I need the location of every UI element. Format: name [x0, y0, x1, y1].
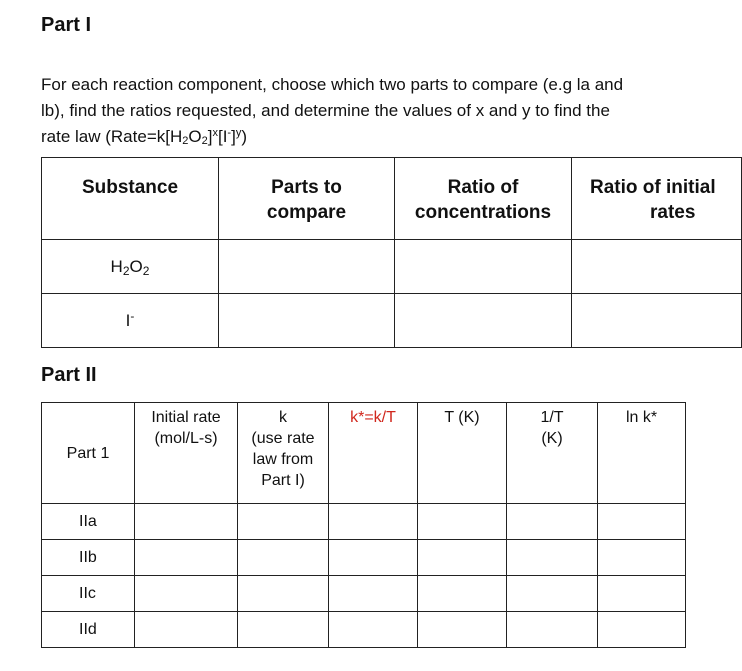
table-cell[interactable]: [238, 576, 329, 612]
table-cell[interactable]: [507, 576, 598, 612]
row-label: IIb: [42, 540, 135, 576]
ratio-conc-cell[interactable]: [395, 240, 572, 294]
inverse-temperature-header: 1/T (K): [507, 403, 598, 504]
table-cell[interactable]: [418, 576, 507, 612]
table-row: [42, 540, 686, 576]
table-cell[interactable]: [598, 540, 686, 576]
part1-instructions: For each reaction component, choose which two parts to compare (e.g la and lb), find the ratios requested, and determine the values of x and y to find the rate law $(Rate=k[H_2O_2]^x[I^-]^y)$: [41, 75, 624, 147]
parts-to-compare-header: Parts to compare: [219, 158, 395, 240]
part2-header-row: [42, 403, 686, 504]
table-cell[interactable]: [329, 576, 418, 612]
row-label: IIa: [42, 504, 135, 540]
table-cell[interactable]: [418, 540, 507, 576]
part1-heading: Part I: [41, 14, 92, 36]
table-cell[interactable]: [598, 612, 686, 648]
table-row: [42, 504, 686, 540]
table-cell[interactable]: [135, 504, 238, 540]
ratio-conc-cell[interactable]: [395, 294, 572, 348]
table-cell[interactable]: [238, 540, 329, 576]
table-cell[interactable]: [598, 576, 686, 612]
row-label: IId: [42, 612, 135, 648]
table-cell[interactable]: [329, 540, 418, 576]
part2-heading: Part II: [41, 364, 97, 386]
ratio-concentrations-header: Ratio of concentrations: [395, 158, 572, 240]
table-row: [42, 576, 686, 612]
table-cell[interactable]: [238, 612, 329, 648]
table-cell[interactable]: [507, 504, 598, 540]
table-cell[interactable]: [329, 504, 418, 540]
row-label: IIc: [42, 576, 135, 612]
part1-table: [41, 157, 742, 348]
part2-table: [41, 402, 686, 648]
k-star-header: k*=k/T: [329, 403, 418, 504]
table-cell[interactable]: [135, 540, 238, 576]
part1-header-row: [42, 158, 742, 240]
table-cell[interactable]: [329, 612, 418, 648]
table-cell[interactable]: [135, 612, 238, 648]
initial-rate-header: Initial rate (mol/L-s): [135, 403, 238, 504]
substance-h2o2: $H_2O_2$: [42, 240, 219, 294]
ratio-rates-cell[interactable]: [572, 240, 742, 294]
parts-cell[interactable]: [219, 240, 395, 294]
table-cell[interactable]: [507, 540, 598, 576]
part-header: Part 1: [42, 403, 135, 504]
ratio-rates-cell[interactable]: [572, 294, 742, 348]
substance-iodide: I-: [42, 294, 219, 348]
k-header: k (use rate law from Part I): [238, 403, 329, 504]
table-cell[interactable]: [507, 612, 598, 648]
table-cell[interactable]: [598, 504, 686, 540]
table-row-h2o2: [42, 240, 742, 294]
table-cell[interactable]: [135, 576, 238, 612]
substance-header: Substance: [42, 158, 219, 240]
table-row-iodide: [42, 294, 742, 348]
ln-k-star-header: ln k*: [598, 403, 686, 504]
table-cell[interactable]: [418, 504, 507, 540]
table-cell[interactable]: [418, 612, 507, 648]
table-cell[interactable]: [238, 504, 329, 540]
temperature-header: T (K): [418, 403, 507, 504]
table-row: [42, 612, 686, 648]
ratio-initial-rates-header: Ratio of initial rates: [572, 158, 742, 240]
parts-cell[interactable]: [219, 294, 395, 348]
